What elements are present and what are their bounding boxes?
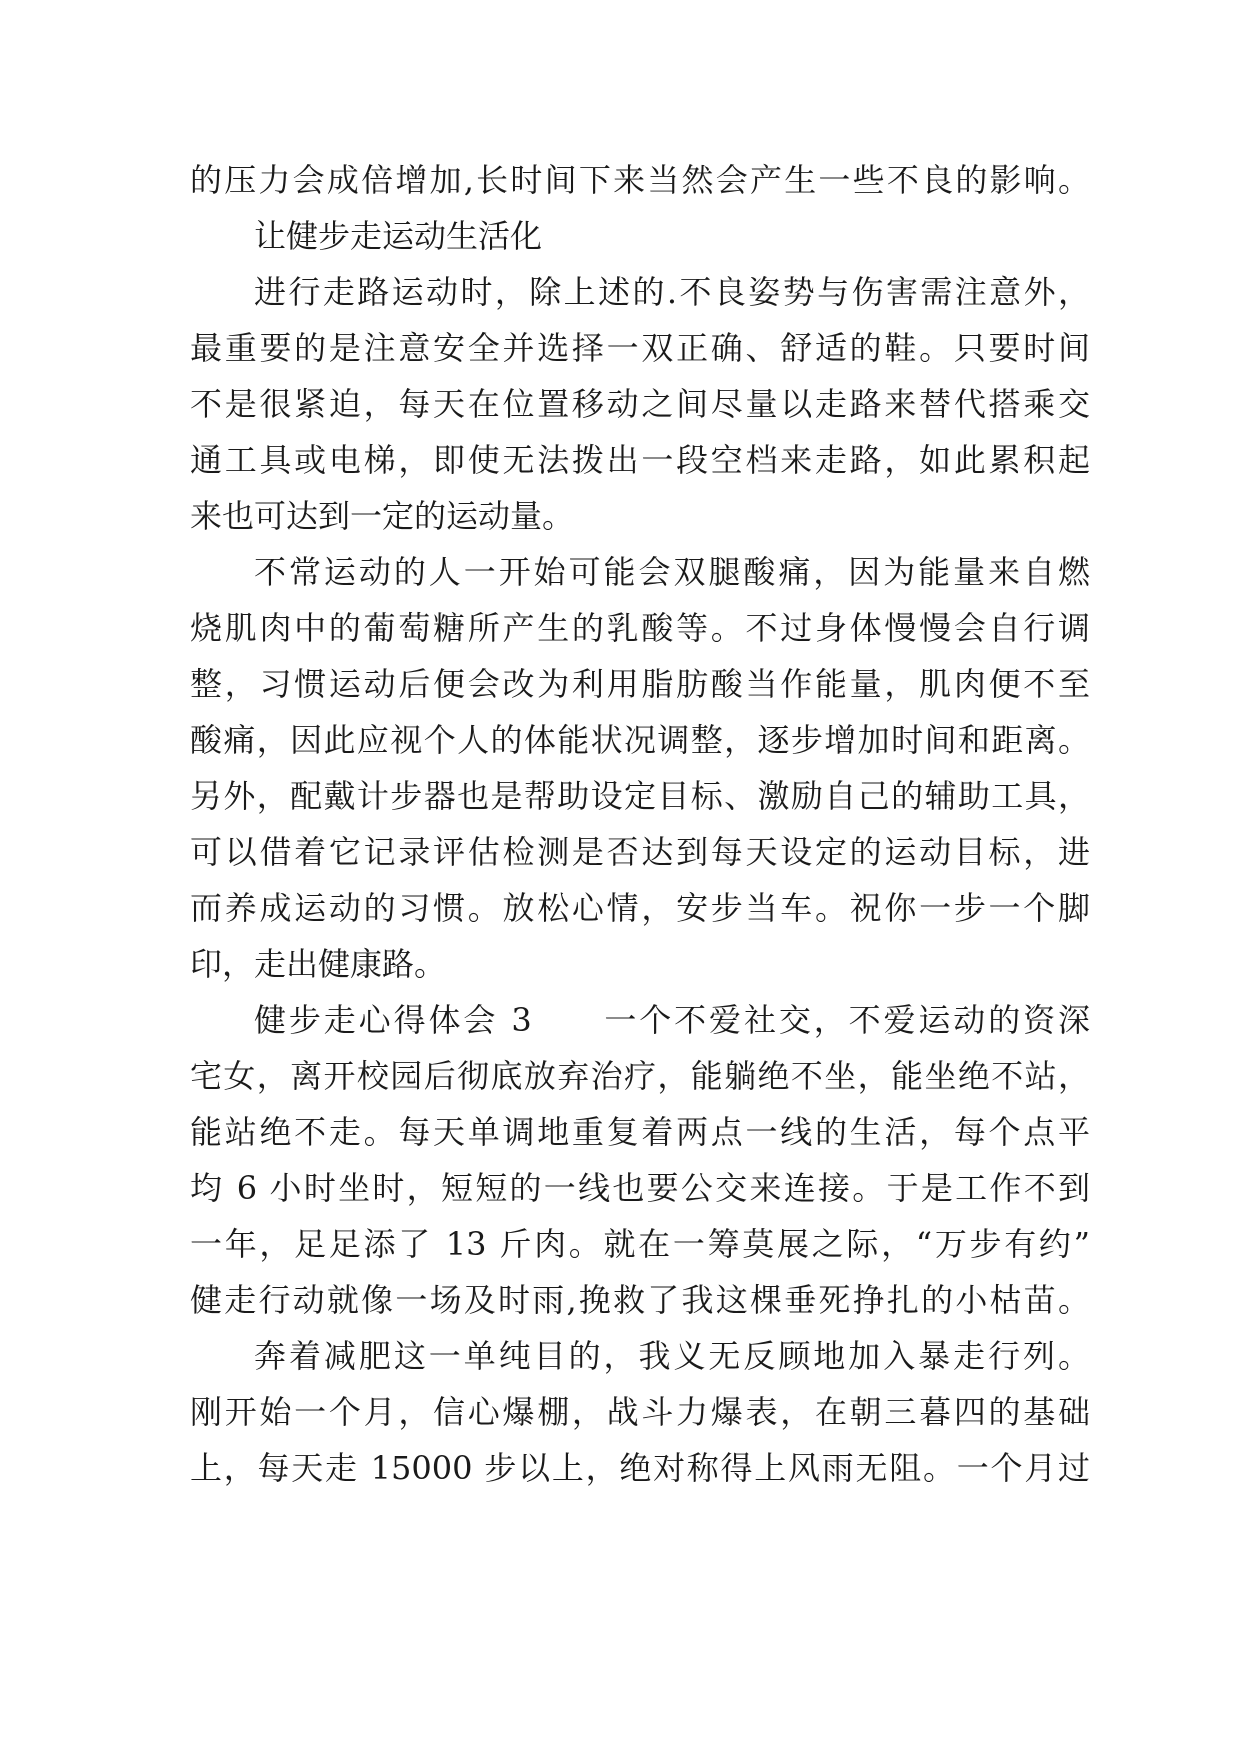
section-heading: 让健步走运动生活化 (254, 217, 543, 255)
text-line: 而养成运动的习惯。放松心情，安步当车。祝你一步一个脚 (190, 889, 1090, 927)
text-line: 烧肌肉中的葡萄糖所产生的乳酸等。不过身体慢慢会自行调 (190, 609, 1090, 647)
text-line: 均 6 小时坐时，短短的一线也要公交来连接。于是工作不到 (190, 1169, 1090, 1207)
text-line: 酸痛，因此应视个人的体能状况调整，逐步增加时间和距离。 (190, 721, 1090, 759)
text-line: 能站绝不走。每天单调地重复着两点一线的生活，每个点平 (190, 1113, 1090, 1151)
text-line: 一年，足足添了 13 斤肉。就在一筹莫展之际，“万步有约” (190, 1225, 1090, 1263)
text-line: 宅女，离开校园后彻底放弃治疗，能躺绝不坐，能坐绝不站， (190, 1057, 1090, 1095)
text-line: 不是很紧迫，每天在位置移动之间尽量以走路来替代搭乘交 (190, 385, 1090, 423)
text-line: 健步走心得体会 3 一个不爱社交，不爱运动的资深 (254, 1001, 1090, 1039)
text-line: 来也可达到一定的运动量。 (190, 497, 575, 535)
text-line: 通工具或电梯，即使无法拨出一段空档来走路，如此累积起 (190, 441, 1090, 479)
text-line: 整，习惯运动后便会改为利用脂肪酸当作能量，肌肉便不至 (190, 665, 1090, 703)
text-line: 刚开始一个月，信心爆棚，战斗力爆表，在朝三暮四的基础 (190, 1393, 1090, 1431)
text-line: 健走行动就像一场及时雨,挽救了我这棵垂死挣扎的小枯苗。 (190, 1281, 1090, 1319)
text-line: 的压力会成倍增加,长时间下来当然会产生一些不良的影响。 (190, 161, 1090, 199)
text-line: 可以借着它记录评估检测是否达到每天设定的运动目标，进 (190, 833, 1090, 871)
text-line: 不常运动的人一开始可能会双腿酸痛，因为能量来自燃 (254, 553, 1090, 591)
text-line: 另外，配戴计步器也是帮助设定目标、激励自己的辅助工具， (190, 777, 1090, 815)
body-text (190, 152, 1090, 1496)
text-line: 奔着减肥这一单纯目的，我义无反顾地加入暴走行列。 (254, 1337, 1090, 1375)
text-line: 上，每天走 15000 步以上，绝对称得上风雨无阻。一个月过 (190, 1449, 1090, 1487)
text-line: 印，走出健康路。 (190, 945, 447, 983)
text-line: 进行走路运动时，除上述的.不良姿势与伤害需注意外， (254, 273, 1090, 311)
text-line: 最重要的是注意安全并选择一双正确、舒适的鞋。只要时间 (190, 329, 1090, 367)
